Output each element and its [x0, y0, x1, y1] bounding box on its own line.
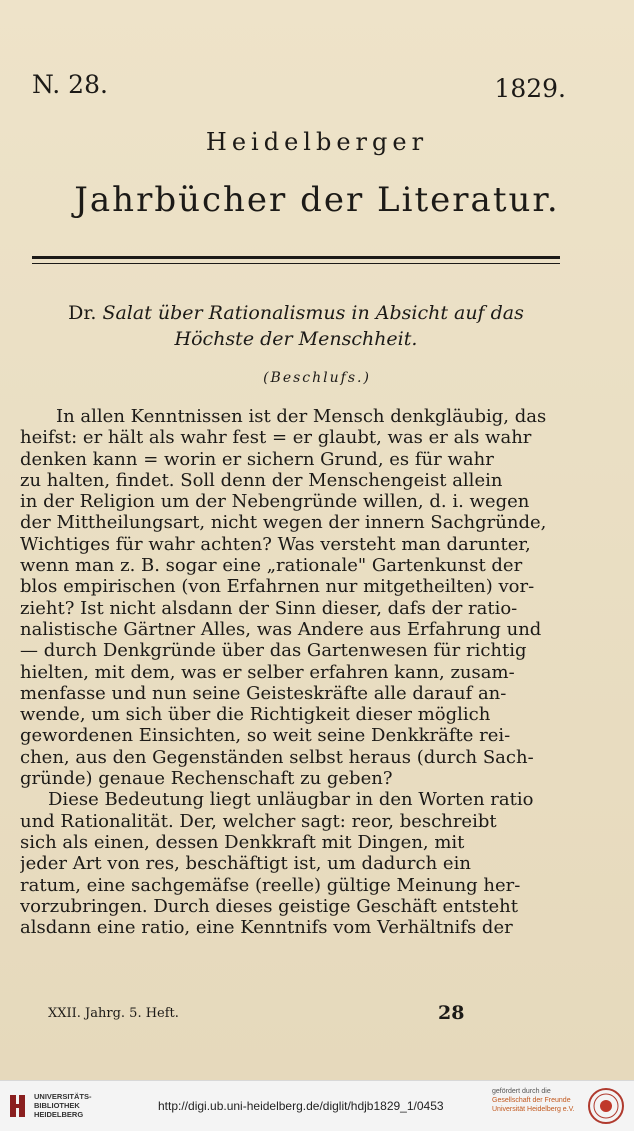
article-title-dr: Dr. [68, 302, 97, 324]
text-line: nalistische Gärtner Alles, was Andere aus Erfahrung und [20, 618, 542, 640]
text-line: chen, aus den Gegenständen selbst heraus (durch Sach- [20, 746, 534, 768]
text-line: in der Religion um der Nebengründe willen, d. i. wegen [20, 491, 530, 513]
text-line: denken kann = worin er sichern Grund, es für wahr [20, 448, 494, 470]
article-title-rest: Salat über Rationalismus in Absicht auf das [102, 302, 524, 324]
footer-signature: XXII. Jahrg. 5. Heft. [48, 1006, 179, 1021]
text-line: alsdann eine ratio, eine Kenntnifs vom Verhältnifs der [20, 917, 513, 939]
text-line: der Mittheilungsart, nicht wegen der innern Sachgründe, [20, 512, 547, 534]
university-seal-icon [587, 1087, 625, 1125]
text-line: vorzubringen. Durch dieses geistige Geschäft entsteht [20, 895, 518, 917]
text-line: — durch Denkgründe über das Gartenwesen für richtig [20, 640, 527, 662]
permalink-url[interactable]: http://digi.ub.uni-heidelberg.de/diglit/hdjb1829_1/0453 [158, 1099, 444, 1113]
text-line: gewordenen Einsichten, so weit seine Denkkräfte rei- [20, 725, 511, 747]
viewer-footer-bar [0, 1080, 634, 1131]
text-line: ratum, eine sachgemäfse (reelle) gültige Meinung her- [20, 874, 521, 896]
library-name: UNIVERSITÄTS- BIBLIOTHEK HEIDELBERG [34, 1092, 92, 1119]
text-line: menfasse und nun seine Geisteskräfte alle darauf an- [20, 682, 507, 704]
text-line: Diese Bedeutung liegt unläugbar in den Worten ratio [48, 789, 534, 811]
text-line: In allen Kenntnissen ist der Mensch denkgläubig, das [56, 406, 547, 427]
header-rule-thick [32, 256, 560, 259]
text-line: blos empirischen (von Erfahrnen nur mitgetheilten) vor- [20, 576, 535, 598]
article-body [20, 406, 568, 938]
header-rule-thin [32, 263, 560, 264]
sponsor-text: gefördert durch die Gesellschaft der Freunde Universität Heidelberg e.V. [492, 1088, 575, 1113]
article-title-line2: Höchste der Menschheit. [174, 328, 418, 350]
text-line: wende, um sich über die Richtigkeit dieser möglich [20, 704, 491, 726]
text-line: zu halten, findet. Soll denn der Menschengeist allein [20, 469, 503, 491]
text-line: gründe) genaue Rechenschaft zu geben? [20, 768, 393, 790]
issue-number: N. 28. [32, 70, 108, 99]
journal-title-line1: Heidelberger [205, 128, 429, 156]
text-line: hielten, mit dem, was er selber erfahren kann, zusam- [20, 661, 515, 683]
text-line: Wichtiges für wahr achten? Was versteht man darunter, [20, 533, 531, 555]
text-line: zieht? Ist nicht alsdann der Sinn dieser, dafs der ratio- [20, 597, 518, 619]
footer-sheet-number: 28 [438, 1002, 465, 1024]
text-line: wenn man z. B. sogar eine „rationale" Gartenkunst der [20, 555, 523, 577]
article-subtitle: (Beschlufs.) [263, 370, 371, 386]
journal-title-line2: Jahrbücher der Literatur. [74, 180, 560, 220]
university-library-logo-icon [8, 1091, 30, 1121]
article-title [26, 300, 566, 352]
text-line: und Rationalität. Der, welcher sagt: reor, beschreibt [20, 810, 497, 832]
issue-year: 1829. [494, 74, 566, 103]
text-line: heifst: er hält als wahr fest = er glaubt, was er als wahr [20, 427, 532, 449]
text-line: jeder Art von res, beschäftigt ist, um dadurch ein [20, 853, 471, 875]
text-line: sich als einen, dessen Denkkraft mit Dingen, mit [20, 831, 465, 853]
